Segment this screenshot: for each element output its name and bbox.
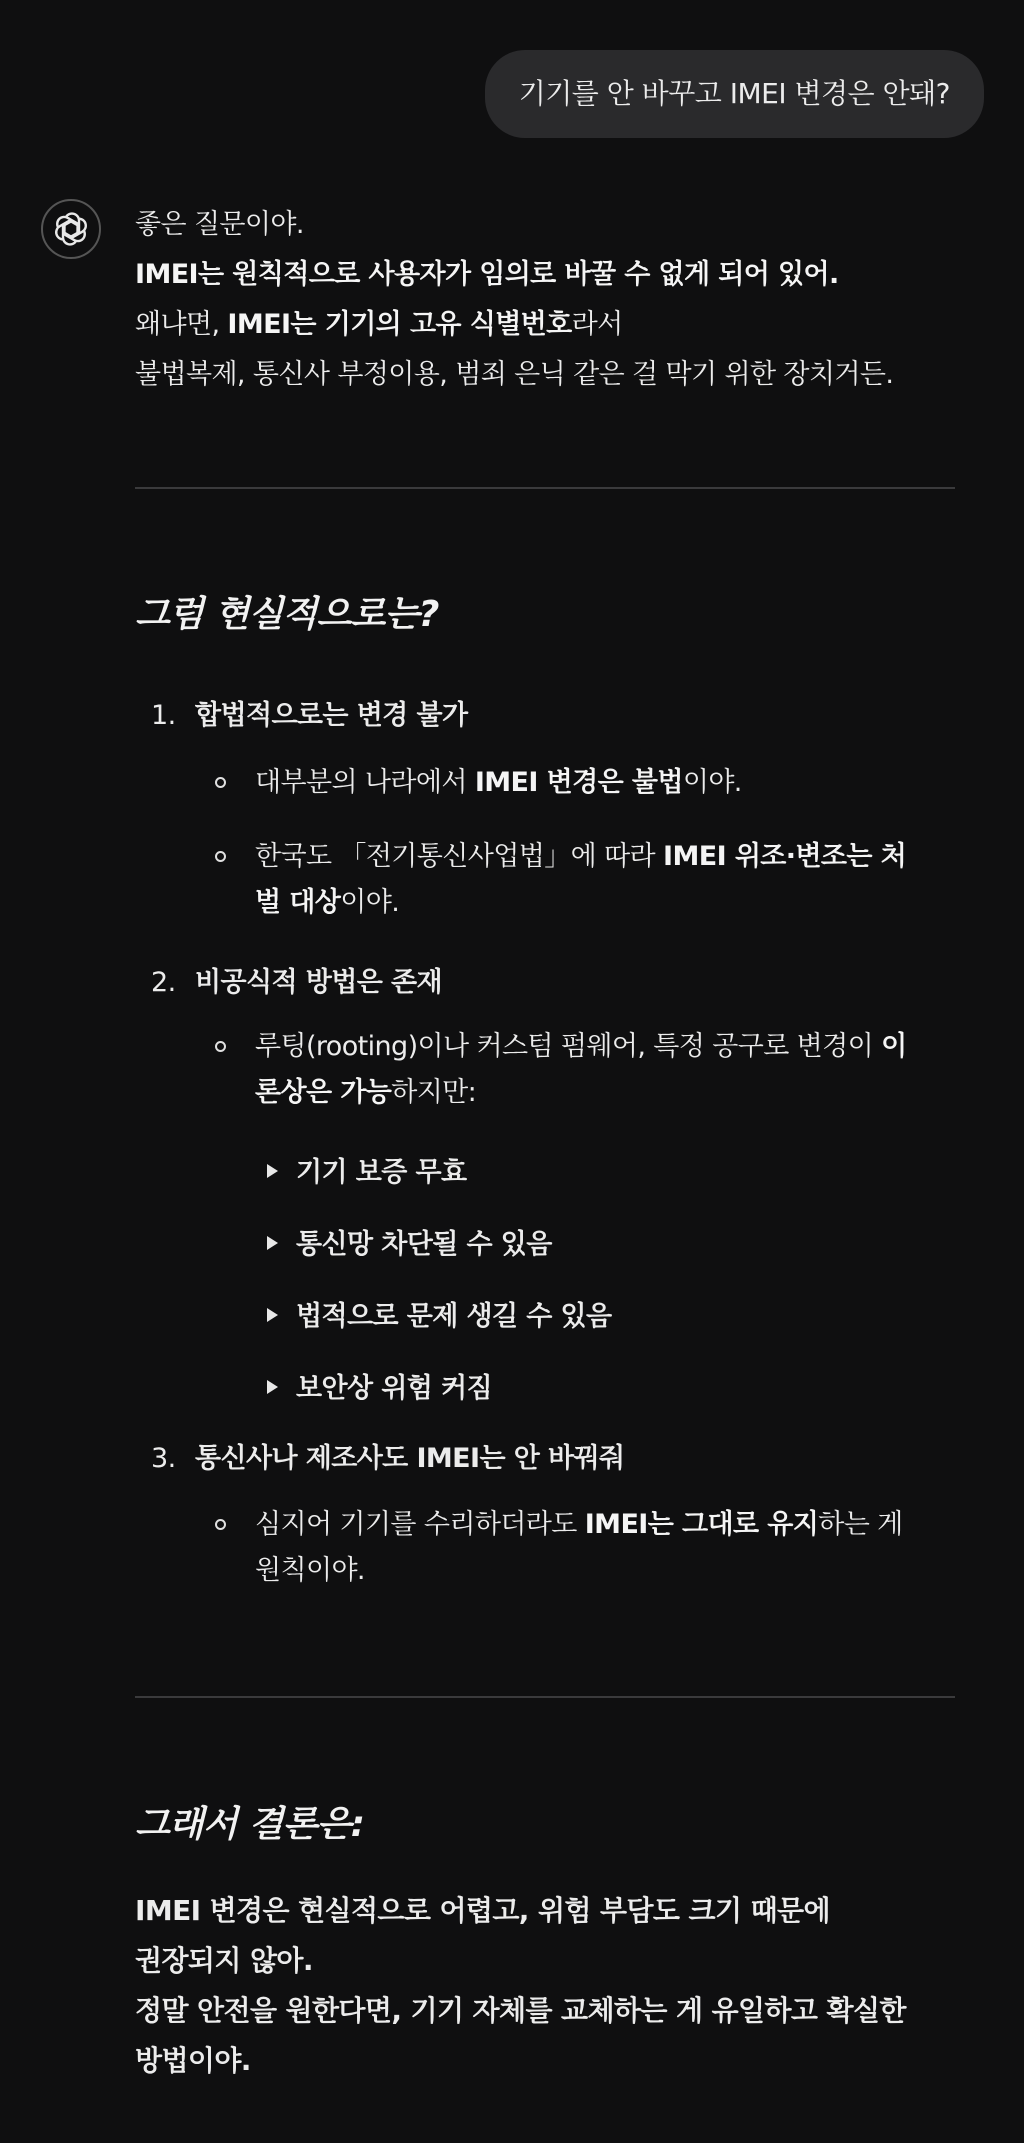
assistant-intro [135, 200, 955, 400]
list-item-1-sub-2 [217, 834, 917, 926]
circle-bullet-icon [215, 1519, 226, 1530]
risk-item [267, 1222, 552, 1261]
sub-text: 이야. [682, 767, 742, 798]
intro-line-3 [135, 300, 955, 350]
sub-text: 심지어 기기를 수리하더라도 [255, 1509, 585, 1540]
intro-line-2: IMEI는 원칙적으로 사용자가 임의로 바꿀 수 없게 되어 있어. [135, 259, 839, 290]
sub-text-bold: IMEI 위조·변조는 처벌 대상 [255, 841, 907, 918]
sub-text-bold: 이론상은 가능 [255, 1031, 907, 1108]
conclusion-text [135, 1886, 955, 2086]
sub-text-bold: IMEI는 그대로 유지 [584, 1509, 819, 1540]
risk-text: 보안상 위험 커짐 [296, 1373, 492, 1404]
list-item-3 [151, 1436, 624, 1475]
list-item-2-title: 비공식적 방법은 존재 [195, 967, 442, 998]
triangle-bullet-icon [267, 1164, 278, 1178]
assistant-avatar [41, 199, 101, 259]
conclusion-line-2: 권장되지 않아. [135, 1944, 313, 1977]
risk-text: 통신망 차단될 수 있음 [296, 1229, 552, 1260]
sub-text: 이야. [340, 887, 400, 918]
risk-item [267, 1294, 612, 1333]
list-item-3-title: 통신사나 제조사도 IMEI는 안 바꿔줘 [195, 1443, 625, 1474]
triangle-bullet-icon [267, 1380, 278, 1394]
user-message-bubble [485, 50, 984, 138]
intro-line-3-c: 라서 [571, 309, 623, 340]
circle-bullet-icon [215, 1041, 226, 1052]
list-item-1-number: 1. [151, 700, 176, 731]
conclusion-line-1: IMEI 변경은 현실적으로 어렵고, 위험 부담도 크기 때문에 [135, 1894, 830, 1927]
conclusion-line-3: 정말 안전을 원한다면, 기기 자체를 교체하는 게 유일하고 확실한 [135, 1994, 906, 2027]
section-heading-realistic: 그럼 현실적으로는? [135, 594, 439, 635]
sub-text: 대부분의 나라에서 [255, 767, 475, 798]
intro-line-4: 불법복제, 통신사 부정이용, 범죄 은닉 같은 걸 막기 위한 장치거든. [135, 359, 894, 390]
risk-item [267, 1366, 492, 1405]
list-item-3-number: 3. [151, 1443, 176, 1474]
openai-logo-icon [51, 209, 91, 249]
circle-bullet-icon [215, 777, 226, 788]
list-item-3-sub-1 [217, 1502, 917, 1594]
sub-text: 하는 게 원칙이야. [255, 1509, 903, 1586]
divider-1 [135, 487, 955, 489]
list-item-2 [151, 960, 442, 999]
list-item-1-title: 합법적으로는 변경 불가 [195, 700, 468, 731]
intro-line-1: 좋은 질문이야. [135, 209, 304, 240]
sub-text: 루팅(rooting)이나 커스텀 펌웨어, 특정 공구로 변경이 [255, 1031, 882, 1062]
list-item-1-sub-1 [217, 760, 917, 806]
list-item-1 [151, 693, 467, 732]
intro-line-3-a: 왜냐면, [135, 309, 228, 340]
triangle-bullet-icon [267, 1236, 278, 1250]
list-item-2-number: 2. [151, 967, 176, 998]
risk-text: 기기 보증 무효 [296, 1157, 467, 1188]
sub-text: 하지만: [391, 1077, 477, 1108]
sub-text: 한국도 「전기통신사업법」에 따라 [255, 841, 664, 872]
conclusion-line-4: 방법이야. [135, 2044, 251, 2077]
circle-bullet-icon [215, 851, 226, 862]
intro-line-3-bold: IMEI는 기기의 고유 식별번호 [227, 309, 572, 340]
user-message-text: 기기를 안 바꾸고 IMEI 변경은 안돼? [518, 77, 950, 110]
triangle-bullet-icon [267, 1308, 278, 1322]
risk-item [267, 1150, 467, 1189]
divider-2 [135, 1696, 955, 1698]
list-item-2-sub-1 [217, 1024, 917, 1116]
section-heading-conclusion: 그래서 결론은: [135, 1804, 365, 1845]
risk-text: 법적으로 문제 생길 수 있음 [296, 1301, 612, 1332]
sub-text-bold: IMEI 변경은 불법 [474, 767, 683, 798]
